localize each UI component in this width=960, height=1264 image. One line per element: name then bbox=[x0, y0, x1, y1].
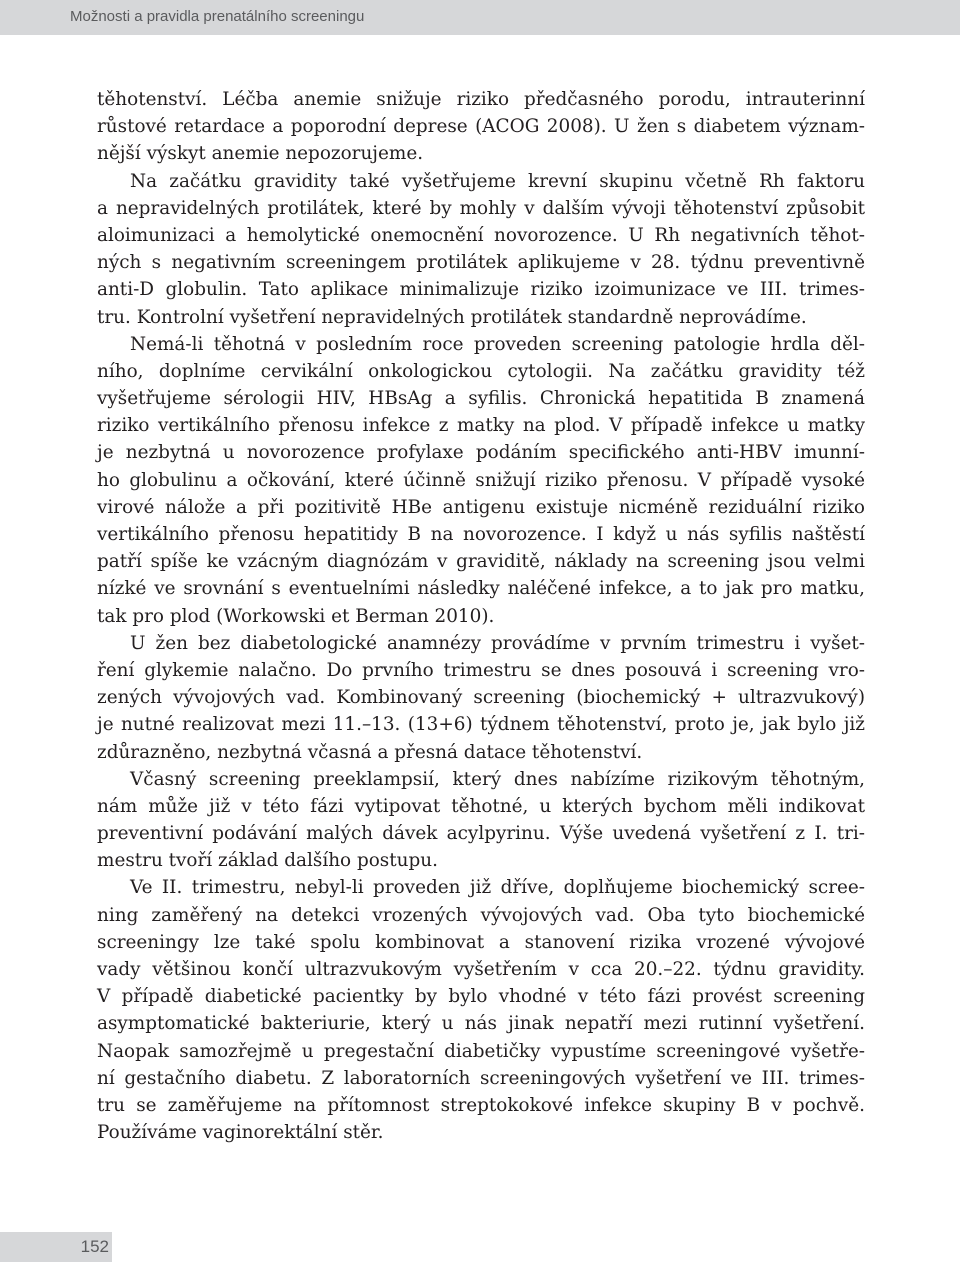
text-line: Používáme vaginorektální stěr. bbox=[97, 1122, 384, 1144]
text-line: anti-D globulin. Tato aplikace minimalizuje riziko izoimunizace ve III. trimes- bbox=[97, 279, 865, 301]
text-line: ning zaměřený na detekci vrozených vývojových vad. Oba tyto biochemické bbox=[97, 904, 865, 926]
text-line: ření glykemie nalačno. Do prvního trimestru se dnes posouvá i screening vro- bbox=[97, 659, 865, 681]
page-number: 152 bbox=[80, 1237, 109, 1256]
text-line: tru. Kontrolní vyšetření nepravidelných protilátek standardně neprovádíme. bbox=[97, 306, 807, 328]
text-line: zdůrazněno, nezbytná včasná a přesná datace těhotenství. bbox=[97, 741, 643, 763]
text-line: nám může již v této fázi vytipovat těhotné, u kterých bychom měli indikovat bbox=[97, 795, 865, 817]
page-number-band bbox=[0, 1232, 112, 1262]
text-line: patří spíše ke vzácným diagnózám v graviditě, náklady na screening jsou velmi bbox=[97, 551, 865, 573]
text-line: nízké ve srovnání s eventuelními následky naléčené infekce, a to jak pro matku, bbox=[97, 578, 865, 600]
text-line: a nepravidelných protilátek, které by mohly v dalším vývoji těhotenství způsobit bbox=[97, 197, 865, 219]
text-line: ho globulinu a očkování, které účinně snižují riziko přenosu. V případě vysoké bbox=[97, 469, 865, 491]
text-line: V případě diabetické pacientky by bylo vhodné v této fázi provést screening bbox=[97, 986, 865, 1008]
text-line: tru se zaměřujeme na přítomnost streptokokové infekce skupiny B v pochvě. bbox=[97, 1094, 865, 1116]
text-line: Naopak samozřejmě u pregestační diabetičky vypustíme screeningové vyšetře- bbox=[97, 1040, 865, 1062]
text-line: virové nálože a při pozitivitě HBe antigenu existuje nicméně reziduální riziko bbox=[97, 496, 865, 518]
body-text bbox=[97, 86, 865, 1146]
text-line: U žen bez diabetologické anamnézy provádíme v prvním trimestru i vyšet- bbox=[130, 632, 865, 654]
text-line: mestru tvoří základ dalšího postupu. bbox=[97, 850, 438, 872]
text-line: Na začátku gravidity také vyšetřujeme krevní skupinu včetně Rh faktoru bbox=[130, 170, 865, 192]
text-line: zených vývojových vad. Kombinovaný screening (biochemický + ultrazvukový) bbox=[97, 687, 865, 709]
text-line: vertikálního přenosu hepatitidy B na novorozence. I když u nás syfilis naštěstí bbox=[97, 524, 865, 545]
text-line: je nutné realizovat mezi 11.–13. (13+6) týdnem těhotenství, proto je, jak bylo již bbox=[97, 714, 865, 736]
text-line: vady většinou končí ultrazvukovým vyšetřením v cca 20.–22. týdnu gravidity. bbox=[97, 959, 865, 980]
text-line: Nemá-li těhotná v posledním roce proveden screening patologie hrdla děl- bbox=[130, 333, 865, 355]
text-line: je nezbytná u novorozence profylaxe podáním specifického anti-HBV imunní- bbox=[97, 442, 865, 464]
text-line: riziko vertikálního přenosu infekce z matky na plod. V případě infekce u matky bbox=[97, 415, 865, 437]
text-line: těhotenství. Léčba anemie snižuje riziko předčasného porodu, intrauterinní bbox=[97, 89, 865, 110]
running-header bbox=[0, 0, 960, 35]
text-line: ního, doplníme cervikální onkologickou cytologii. Na začátku gravidity též bbox=[97, 360, 865, 382]
text-line: Ve II. trimestru, nebyl-li proveden již dříve, doplňujeme biochemický scree- bbox=[130, 877, 865, 899]
text-line: růstové retardace a poporodní deprese (ACOG 2008). U žen s diabetem význam- bbox=[97, 116, 865, 138]
text-line: ných s negativním screeningem protilátek aplikujeme v 28. týdnu preventivně bbox=[97, 252, 865, 274]
text-line: tak pro plod (Workowski et Berman 2010). bbox=[97, 605, 495, 627]
text-line: nější výskyt anemie nepozorujeme. bbox=[97, 143, 424, 165]
text-line: asymptomatické bakteriurie, který u nás jinak nepatří mezi rutinní vyšetření. bbox=[97, 1013, 865, 1035]
text-line: vyšetřujeme sérologii HIV, HBsAg a syfilis. Chronická hepatitida B znamená bbox=[97, 388, 865, 410]
text-line: Včasný screening preeklampsií, který dnes nabízíme rizikovým těhotným, bbox=[130, 768, 865, 790]
running-header-title: Možnosti a pravidla prenatálního screeningu bbox=[70, 8, 365, 25]
text-line: aloimunizaci a hemolytické onemocnění novorozence. U Rh negativních těhot- bbox=[97, 224, 865, 246]
text-line: preventivní podávání malých dávek acylpyrinu. Výše uvedená vyšetření z I. tri- bbox=[97, 823, 865, 845]
text-line: ní gestačního diabetu. Z laboratorních screeningových vyšetření ve III. trimes- bbox=[97, 1067, 865, 1089]
text-line: screeningy lze také spolu kombinovat a stanovení rizika vrozené vývojové bbox=[97, 931, 865, 953]
